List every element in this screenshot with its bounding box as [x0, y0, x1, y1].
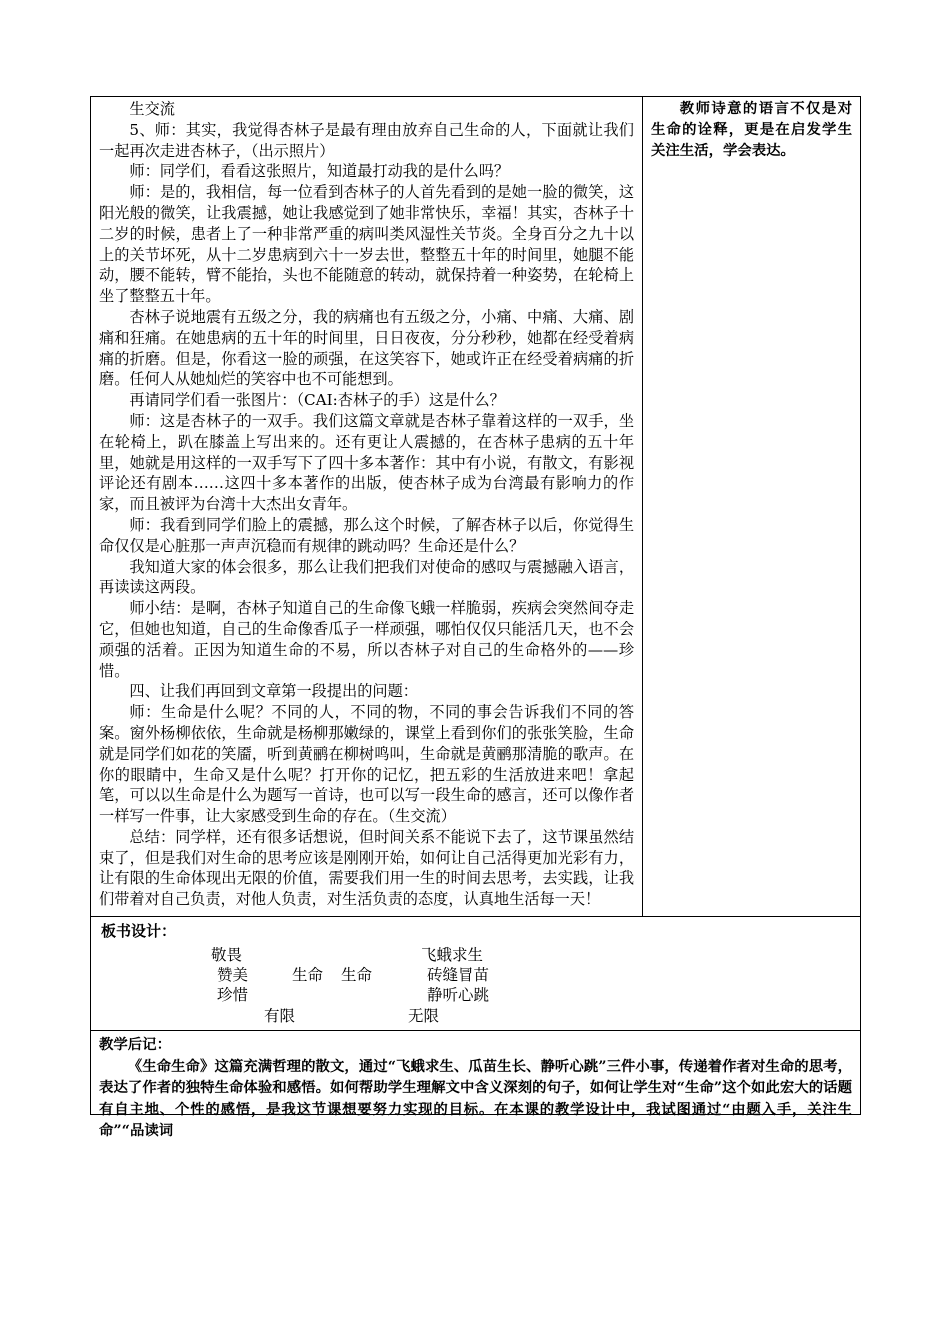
- process-paragraph: 总结：同学样，还有很多话想说，但时间关系不能说下去了，这节课虽然结束了，但是我们对生命的思考应该是刚刚开始，如何让自己活得更加光彩有力，让有限的生命体现出无限的价值，需要我们用一生的时间去思考，去实践，让我们带着对自己负责，对他人负责，对生活负责的态度，认真地生活每一天！: [99, 827, 634, 909]
- process-paragraph: 我知道大家的体会很多，那么让我们把我们对使命的感叹与震撼融入语言，再读读这两段。: [99, 557, 634, 597]
- teaching-process-cell: [91, 97, 643, 917]
- teaching-notes-text: 《生命生命》这篇充满哲理的散文，通过“飞蛾求生、瓜苗生长、静听心跳”三件小事，传递着作者对生命的思考，表达了作者的独特生命体验和感悟。如何帮助学生理解文中含义深刻的句子，如何让学生对“生命”这个如此宏大的话题有自主地、个性的感悟，是我这节课想要努力实现的目标。在本课的教学设计中，我试图通过“由题入手，关注生命”“品读词: [99, 1057, 852, 1140]
- process-paragraph: 生交流: [129, 100, 175, 118]
- teacher-comment-text: 教师诗意的语言不仅是对生命的诠释，更是在启发学生关注生活，学会表达。: [651, 100, 852, 159]
- board-word-zanmei: 赞美: [217, 966, 249, 985]
- content-row: [91, 97, 861, 917]
- process-paragraph: 师：是的，我相信，每一位看到杏林子的人首先看到的是她一脸的微笑，这阳光般的微笑，让我震撼，她让我感觉到了她非常快乐，幸福！其实，杏林子十二岁的时候，患者上了一种非常严重的病叫类风湿性关节炎。全身百分之九十以上的关节坏死，从十二岁患病到六十一岁去世，整整五十年的时间里，她腿不能动，腰不能转，臂不能抬，头也不能随意的转动，就保持着一种姿势，在轮椅上坐了整整五十年。: [99, 183, 634, 306]
- board-word-shengming-right: 生命: [341, 966, 373, 985]
- teaching-notes-title: 教学后记：: [99, 1036, 171, 1054]
- lesson-table: [90, 96, 861, 1140]
- teaching-notes-cell: [91, 1031, 861, 1140]
- board-word-feie: 飞蛾求生: [421, 946, 484, 965]
- notes-row: [91, 1031, 861, 1115]
- lesson-plan-page: [90, 96, 860, 1140]
- process-paragraph: 师小结：是啊，杏林子知道自己的生命像飞蛾一样脆弱，疾病会突然间夺走它，但她也知道，自己的生命像香瓜子一样顽强，哪怕仅仅只能活几天，也不会顽强的活着。正因为知道生命的不易，所以杏林子对自己的生命格外的——珍惜。: [99, 599, 634, 680]
- teaching-process-text: [91, 97, 642, 916]
- board-design-title: 板书设计：: [101, 922, 177, 941]
- board-word-youxian: 有限: [264, 1007, 296, 1026]
- board-word-shengming-left: 生命: [292, 966, 324, 985]
- board-word-jingwei: 敬畏: [211, 946, 243, 965]
- process-paragraph: 杏林子说地震有五级之分，我的病痛也有五级之分，小痛、中痛、大痛、剧痛和狂痛。在她患病的五十年的时间里，日日夜夜，分分秒秒，她都在经受着病痛的折磨。但是，你看这一脸的顽强，在这笑容下，她或许正在经受着病痛的折磨。任何人从她灿烂的笑容中也不可能想到。: [99, 307, 634, 389]
- process-paragraph: 师：这是杏林子的一双手。我们这篇文章就是杏林子靠着这样的一双手，坐在轮椅上，趴在膝盖上写出来的。还有更让人震撼的，在杏林子患病的五十年里，她就是用这样的一双手写下了四十多本著作：其中有小说，有散文，有影视评论还有剧本……这四十多本著作的出版，使杏林子成为台湾最有影响力的作家，而且被评为台湾十大杰出女青年。: [99, 411, 634, 514]
- teaching-notes: [91, 1031, 860, 1140]
- comment-cell: [643, 97, 861, 917]
- board-design-cell: [91, 917, 861, 1031]
- process-paragraph: 师：我看到同学们脸上的震撼，那么这个时候，了解杏林子以后，你觉得生命仅仅是心脏那一声声沉稳而有规律的跳动吗？生命还是什么？: [99, 515, 634, 555]
- board-word-wuxian: 无限: [408, 1007, 440, 1026]
- process-paragraph: 再请同学们看一张图片：（CAI:杏林子的手）这是什么？: [129, 391, 505, 410]
- teacher-comment: [643, 97, 860, 165]
- board-design: [91, 917, 860, 1030]
- board-word-zhenxi: 珍惜: [217, 986, 249, 1005]
- process-paragraph: 5、师：其实，我觉得杏林子是最有理由放弃自己生命的人，下面就让我们一起再次走进杏林子，（出示照片）: [99, 120, 634, 160]
- process-paragraph: 师：同学们，看看这张照片，知道最打动我的是什么吗？: [129, 162, 510, 181]
- process-paragraph: 师：生命是什么呢？不同的人，不同的物，不同的事会告诉我们不同的答案。窗外杨柳依依，生命就是杨柳那嫩绿的，课堂上看到你们的张张笑脸，生命就是同学们如花的笑靥，听到黄鹂在柳树鸣叫，生命就是黄鹂那清脆的歌声。在你的眼睛中，生命又是什么呢？打开你的记忆，把五彩的生活放进来吧！拿起笔，可以以生命是什么为题写一首诗，也可以写一段生命的感言，还可以像作者一样写一件事，让大家感受到生命的存在。（生交流）: [99, 703, 634, 826]
- board-row: [91, 917, 861, 1031]
- board-word-zhuanfeng: 砖缝冒苗: [427, 966, 490, 985]
- board-word-jingting: 静听心跳: [427, 986, 490, 1005]
- process-paragraph: 四、让我们再回到文章第一段提出的问题：: [129, 682, 418, 701]
